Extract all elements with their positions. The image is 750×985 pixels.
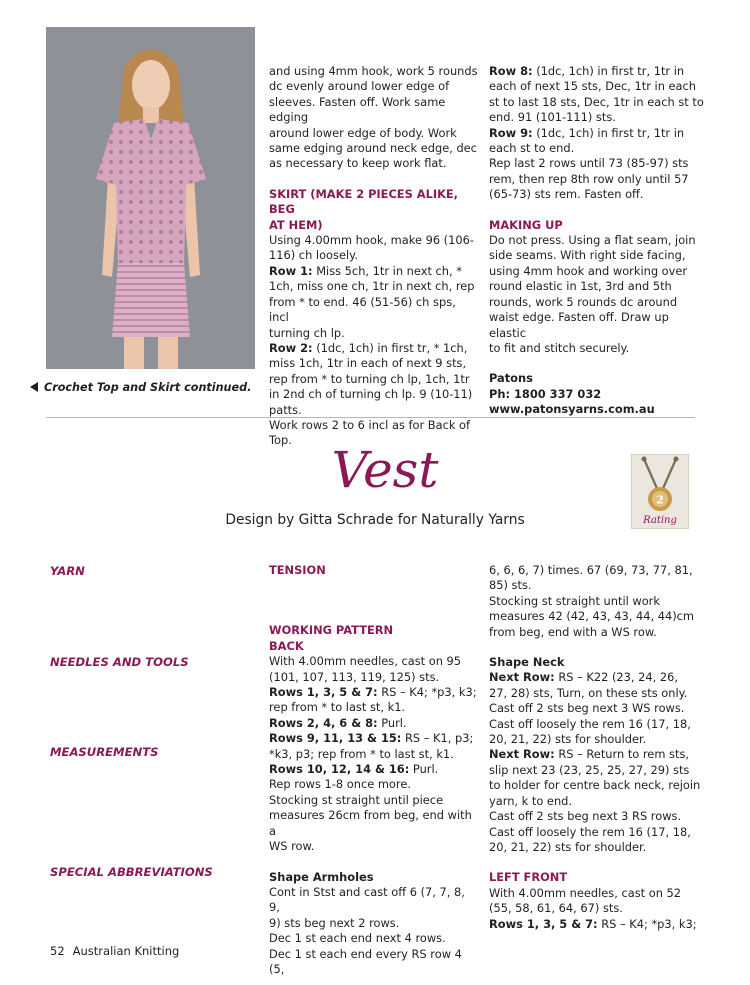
line-text: RS – K22 (23, 24, 26, bbox=[554, 670, 679, 685]
section-heading: AT HEM) bbox=[269, 217, 323, 232]
bottom-column-3 bbox=[489, 563, 704, 932]
line-text: rounds, work 5 rounds dc around bbox=[489, 294, 678, 309]
text-line bbox=[489, 187, 704, 202]
text-line bbox=[269, 700, 479, 715]
text-line bbox=[489, 310, 704, 341]
page-number: 52 bbox=[50, 944, 65, 958]
text-line bbox=[489, 95, 704, 110]
line-text: to holder for centre back neck, rejoin bbox=[489, 778, 701, 793]
text-line bbox=[489, 371, 704, 386]
text-line bbox=[269, 141, 479, 156]
line-text: 1ch, miss one ch, 1tr in next ch, rep bbox=[269, 279, 475, 294]
rating-label: Rating bbox=[643, 515, 677, 526]
section-heading: WORKING PATTERN bbox=[269, 623, 394, 638]
line-text: Stocking st straight until piece bbox=[269, 792, 444, 807]
text-line bbox=[269, 916, 479, 931]
text-line bbox=[269, 372, 479, 387]
line-text: With 4.00mm needles, cast on 95 bbox=[269, 654, 462, 669]
text-line bbox=[489, 886, 704, 901]
text-line bbox=[489, 341, 704, 356]
text-line bbox=[489, 64, 704, 79]
text-line bbox=[489, 248, 704, 263]
vest-title-text: Vest bbox=[331, 441, 439, 499]
line-text: Stocking st straight until work bbox=[489, 593, 660, 608]
spacer bbox=[489, 640, 704, 655]
line-text: Rep rows 1-8 once more. bbox=[269, 777, 411, 792]
line-text: end. 91 (101-111) sts. bbox=[489, 110, 616, 125]
label-special-abbreviations: SPECIAL ABBREVIATIONS bbox=[50, 865, 213, 879]
line-text: turning ch lp. bbox=[269, 325, 345, 340]
bold-lead: Ph: 1800 337 032 bbox=[489, 386, 602, 401]
text-line bbox=[489, 295, 704, 310]
line-text: rep from * to last st, k1. bbox=[269, 700, 406, 715]
spacer bbox=[269, 578, 479, 593]
line-text: Dec 1 st each end every RS row 4 (5, bbox=[269, 946, 462, 976]
text-line bbox=[489, 901, 704, 916]
bold-lead: Row 9: bbox=[489, 125, 533, 140]
line-text: (55, 58, 61, 64, 67) sts. bbox=[489, 901, 623, 916]
text-line bbox=[269, 326, 479, 341]
line-text: Purl. bbox=[377, 715, 407, 730]
text-line bbox=[489, 701, 704, 716]
text-line bbox=[489, 809, 704, 824]
text-line bbox=[489, 141, 704, 156]
bold-lead: Next Row: bbox=[489, 670, 555, 685]
text-line bbox=[269, 95, 479, 126]
page-footer bbox=[50, 944, 179, 958]
bold-lead: Patons bbox=[489, 371, 533, 386]
line-text: and using 4mm hook, work 5 rounds bbox=[269, 64, 478, 78]
model-illustration bbox=[46, 27, 255, 369]
text-line bbox=[269, 885, 479, 916]
line-text: slip next 23 (23, 25, 25, 27, 29) sts bbox=[489, 762, 690, 777]
line-text: measures 26cm from beg, end with a bbox=[269, 808, 472, 838]
line-text: Using 4.00mm hook, make 96 (106- bbox=[269, 233, 474, 248]
text-line bbox=[489, 594, 704, 609]
line-text: 85) sts. bbox=[489, 578, 532, 593]
publication-name: Australian Knitting bbox=[72, 944, 180, 958]
rating-value: 2 bbox=[656, 493, 664, 507]
text-line bbox=[269, 233, 479, 248]
spacer bbox=[269, 608, 479, 623]
text-line bbox=[489, 126, 704, 141]
bold-lead: Rows 9, 11, 13 & 15: bbox=[269, 731, 402, 746]
section-heading: SKIRT (MAKE 2 PIECES ALIKE, BEG bbox=[269, 186, 459, 217]
text-line bbox=[269, 356, 479, 371]
line-text: Purl. bbox=[409, 762, 439, 777]
text-line bbox=[489, 825, 704, 840]
text-line bbox=[489, 686, 704, 701]
text-line bbox=[269, 931, 479, 946]
bold-lead: Rows 10, 12, 14 & 16: bbox=[269, 762, 410, 777]
text-line bbox=[489, 778, 704, 793]
section-divider bbox=[46, 417, 695, 418]
line-text: RS – K4; *p3, k3; bbox=[377, 685, 477, 700]
line-text: RS – K4; *p3, k3; bbox=[597, 916, 697, 931]
line-text: RS – Return to rem sts, bbox=[554, 747, 689, 762]
text-line bbox=[489, 79, 704, 94]
text-line bbox=[489, 917, 704, 932]
line-text: *k3, p3; rep from * to last st, k1. bbox=[269, 746, 454, 761]
line-text: Cast off loosely the rem 16 (17, 18, bbox=[489, 824, 691, 839]
spacer bbox=[489, 356, 704, 371]
line-text: around lower edge of body. Work bbox=[269, 125, 457, 140]
text-line bbox=[269, 685, 479, 700]
text-line bbox=[489, 387, 704, 402]
line-text: measures 42 (42, 43, 43, 44, 44)cm bbox=[489, 609, 695, 624]
text-line bbox=[269, 64, 479, 79]
line-text: each of next 15 sts, Dec, 1tr in each bbox=[489, 79, 697, 94]
text-line bbox=[489, 655, 704, 670]
text-line bbox=[269, 670, 479, 685]
text-line bbox=[489, 402, 704, 417]
line-text: as necessary to keep work flat. bbox=[269, 156, 447, 171]
line-text: 20, 21, 22) sts for shoulder. bbox=[489, 839, 647, 854]
text-line bbox=[269, 295, 479, 326]
line-text: same edging around neck edge, dec bbox=[269, 141, 477, 156]
text-line bbox=[489, 233, 704, 248]
bold-lead: Row 8: bbox=[489, 64, 533, 78]
line-text: 116) ch loosely. bbox=[269, 248, 358, 263]
line-text: (101, 107, 113, 119, 125) sts. bbox=[269, 669, 440, 684]
line-text: (65-73) sts rem. Fasten off. bbox=[489, 187, 644, 202]
model-photo bbox=[46, 27, 255, 369]
text-line bbox=[489, 670, 704, 685]
line-text: round elastic in 1st, 3rd and 5th bbox=[489, 279, 672, 294]
line-text: With 4.00mm needles, cast on 52 bbox=[489, 885, 682, 900]
text-line bbox=[489, 732, 704, 747]
line-text: yarn, k to end. bbox=[489, 793, 573, 808]
section-heading: LEFT FRONT bbox=[489, 870, 568, 885]
line-text: Work rows 2 to 6 incl as for Back of bbox=[269, 417, 471, 432]
caption-arrow-icon bbox=[30, 382, 38, 392]
text-line bbox=[269, 126, 479, 141]
text-line bbox=[269, 808, 479, 839]
line-text: 6, 6, 6, 7) times. 67 (69, 73, 77, 81, bbox=[489, 563, 693, 577]
text-line bbox=[269, 793, 479, 808]
line-text: in 2nd ch of turning ch lp. 9 (10-11) bbox=[269, 387, 473, 402]
line-text: dc evenly around lower edge of bbox=[269, 79, 450, 94]
line-text: Dec 1 st each end next 4 rows. bbox=[269, 931, 446, 946]
bold-lead: Next Row: bbox=[489, 747, 555, 762]
text-line bbox=[489, 279, 704, 294]
bold-lead: Rows 1, 3, 5 & 7: bbox=[489, 916, 598, 931]
line-text: each st to end. bbox=[489, 141, 575, 156]
label-yarn: YARN bbox=[50, 564, 85, 578]
text-line bbox=[269, 654, 479, 669]
line-text: side seams. With right side facing, bbox=[489, 248, 686, 263]
text-line bbox=[269, 403, 479, 418]
line-text: from beg, end with a WS row. bbox=[489, 624, 657, 639]
line-text: 20, 21, 22) sts for shoulder. bbox=[489, 732, 647, 747]
line-text: sleeves. Fasten off. Work same edging bbox=[269, 94, 446, 125]
bold-lead: www.patonsyarns.com.au bbox=[489, 402, 655, 417]
text-line bbox=[269, 731, 479, 746]
line-text: 27, 28) sts, Turn, on these sts only. bbox=[489, 685, 688, 700]
bold-lead: Shape Neck bbox=[489, 655, 565, 670]
line-text: waist edge. Fasten off. Draw up elastic bbox=[489, 310, 669, 340]
text-line bbox=[269, 248, 479, 263]
line-text: 9) sts beg next 2 rows. bbox=[269, 915, 400, 930]
bold-lead: Row 2: bbox=[269, 340, 313, 355]
text-line bbox=[269, 839, 479, 854]
line-text: to fit and stitch securely. bbox=[489, 340, 630, 355]
text-line bbox=[489, 763, 704, 778]
line-text: WS row. bbox=[269, 839, 315, 854]
text-line bbox=[269, 762, 479, 777]
line-text: rem, then rep 8th row only until 57 bbox=[489, 171, 689, 186]
top-column-2 bbox=[269, 64, 479, 449]
line-text: rep from * to turning ch lp, 1ch, 1tr bbox=[269, 371, 470, 386]
text-line bbox=[269, 79, 479, 94]
line-text: patts. bbox=[269, 402, 302, 417]
text-line bbox=[489, 578, 704, 593]
bottom-column-2 bbox=[269, 563, 479, 977]
section-heading: TENSION bbox=[269, 563, 326, 577]
text-line bbox=[269, 279, 479, 294]
bold-lead: Rows 2, 4, 6 & 8: bbox=[269, 715, 378, 730]
line-text: Cast off 2 sts beg next 3 RS rows. bbox=[489, 809, 682, 824]
line-text: Cont in Stst and cast off 6 (7, 7, 8, 9, bbox=[269, 884, 465, 915]
text-line bbox=[269, 341, 479, 356]
line-text: Cast off loosely the rem 16 (17, 18, bbox=[489, 716, 691, 731]
line-text: using 4mm hook and working over bbox=[489, 263, 688, 278]
section-heading: MAKING UP bbox=[489, 217, 563, 232]
text-line bbox=[489, 264, 704, 279]
text-line bbox=[489, 609, 704, 624]
text-line bbox=[269, 777, 479, 792]
section-heading: BACK bbox=[269, 638, 304, 653]
bold-lead: Rows 1, 3, 5 & 7: bbox=[269, 685, 378, 700]
text-line bbox=[269, 747, 479, 762]
line-text: Cast off 2 sts beg next 3 WS rows. bbox=[489, 701, 685, 716]
bold-lead: Row 1: bbox=[269, 263, 313, 278]
line-text: (1dc, 1ch) in first tr, 1tr in bbox=[532, 125, 685, 140]
text-line bbox=[269, 156, 479, 171]
bold-lead: Shape Armholes bbox=[269, 869, 374, 884]
text-line bbox=[269, 716, 479, 731]
text-line bbox=[269, 870, 479, 885]
text-line bbox=[489, 747, 704, 762]
line-text: Do not press. Using a flat seam, join bbox=[489, 233, 696, 248]
top-column-3 bbox=[489, 64, 704, 418]
line-text: st to last 18 sts, Dec, 1tr in each st to bbox=[489, 94, 704, 109]
line-text: (1dc, 1ch) in first tr, 1tr in bbox=[532, 64, 685, 78]
line-text: from * to end. 46 (51-56) ch sps, incl bbox=[269, 294, 456, 325]
label-measurements: MEASUREMENTS bbox=[50, 745, 159, 759]
spacer bbox=[489, 203, 704, 218]
spacer bbox=[269, 593, 479, 608]
text-line bbox=[269, 264, 479, 279]
spacer bbox=[269, 172, 479, 187]
line-text: Rep last 2 rows until 73 (85-97) sts bbox=[489, 156, 689, 171]
text-line bbox=[269, 947, 479, 978]
line-text: miss 1ch, 1tr in each of next 9 sts, bbox=[269, 356, 467, 371]
text-line bbox=[489, 717, 704, 732]
text-line bbox=[489, 110, 704, 125]
design-credit: Design by Gitta Schrade for Naturally Yarns bbox=[225, 512, 525, 528]
text-line bbox=[269, 387, 479, 402]
text-line bbox=[489, 625, 704, 640]
text-line bbox=[489, 156, 704, 171]
label-needles-and-tools: NEEDLES AND TOOLS bbox=[50, 655, 189, 669]
vest-title bbox=[300, 432, 470, 502]
line-text: RS – K1, p3; bbox=[401, 731, 474, 746]
text-line bbox=[489, 563, 704, 578]
text-line bbox=[489, 794, 704, 809]
line-text: Top. bbox=[269, 433, 292, 448]
photo-caption: Crochet Top and Skirt continued. bbox=[30, 381, 251, 394]
spacer bbox=[269, 855, 479, 870]
line-text: Miss 5ch, 1tr in next ch, * bbox=[312, 263, 462, 278]
spacer bbox=[489, 855, 704, 870]
line-text: (1dc, 1ch) in first tr, * 1ch, bbox=[312, 340, 468, 355]
text-line bbox=[489, 172, 704, 187]
text-line bbox=[489, 840, 704, 855]
